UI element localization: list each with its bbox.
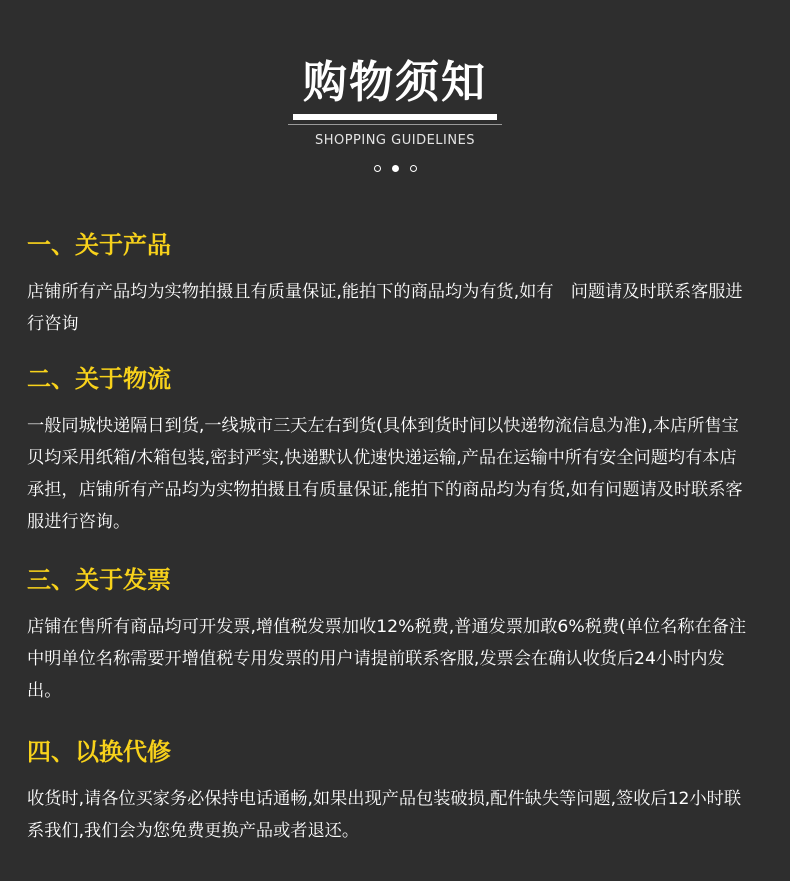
section-exchange [27, 735, 747, 847]
dot-indicator-2-active [392, 165, 399, 172]
section-text-logistics: 一般同城快递隔日到货,一线城市三天左右到货(具体到货时间以快递物流信息为准),本店所售宝贝均采用纸箱/木箱包装,密封严实,快递默认优速快递运输,产品在运输中所有安全问题均有本店承担，店铺所有产品均为实物拍摄且有质量保证,能拍下的商品均为有货,如有问题请及时联系客服进行咨询。 [27, 416, 743, 532]
title-block [0, 52, 790, 149]
dot-indicator-1 [374, 165, 381, 172]
section-logistics [27, 362, 747, 538]
page-subtitle: SHOPPING GUIDELINES [314, 133, 476, 148]
section-text-product: 店铺所有产品均为实物拍摄且有质量保证,能拍下的商品均为有货,如有 问题请及时联系客服进行咨询 [27, 282, 743, 334]
section-product [27, 228, 747, 340]
title-divider [288, 124, 502, 125]
dot-indicator-3 [410, 165, 417, 172]
page-title: 购物须知 [293, 52, 497, 120]
section-invoice [27, 563, 747, 707]
section-text-invoice: 店铺在售所有商品均可开发票,增值税发票加收12%税费,普通发票加敢6%税费(单位名称在备注中明单位名称需要开增值税专用发票的用户请提前联系客服,发票会在确认收货后24小时内发出。 [27, 617, 747, 701]
section-heading-logistics: 二、关于物流 [27, 365, 171, 393]
section-heading-exchange: 四、以换代修 [27, 738, 171, 766]
section-heading-product: 一、关于产品 [27, 231, 171, 259]
section-text-exchange: 收货时,请各位买家务必保持电话通畅,如果出现产品包装破损,配件缺失等问题,签收后12小时联系我们,我们会为您免费更换产品或者退还。 [27, 789, 742, 841]
carousel-dots [0, 165, 790, 172]
section-heading-invoice: 三、关于发票 [27, 566, 171, 594]
